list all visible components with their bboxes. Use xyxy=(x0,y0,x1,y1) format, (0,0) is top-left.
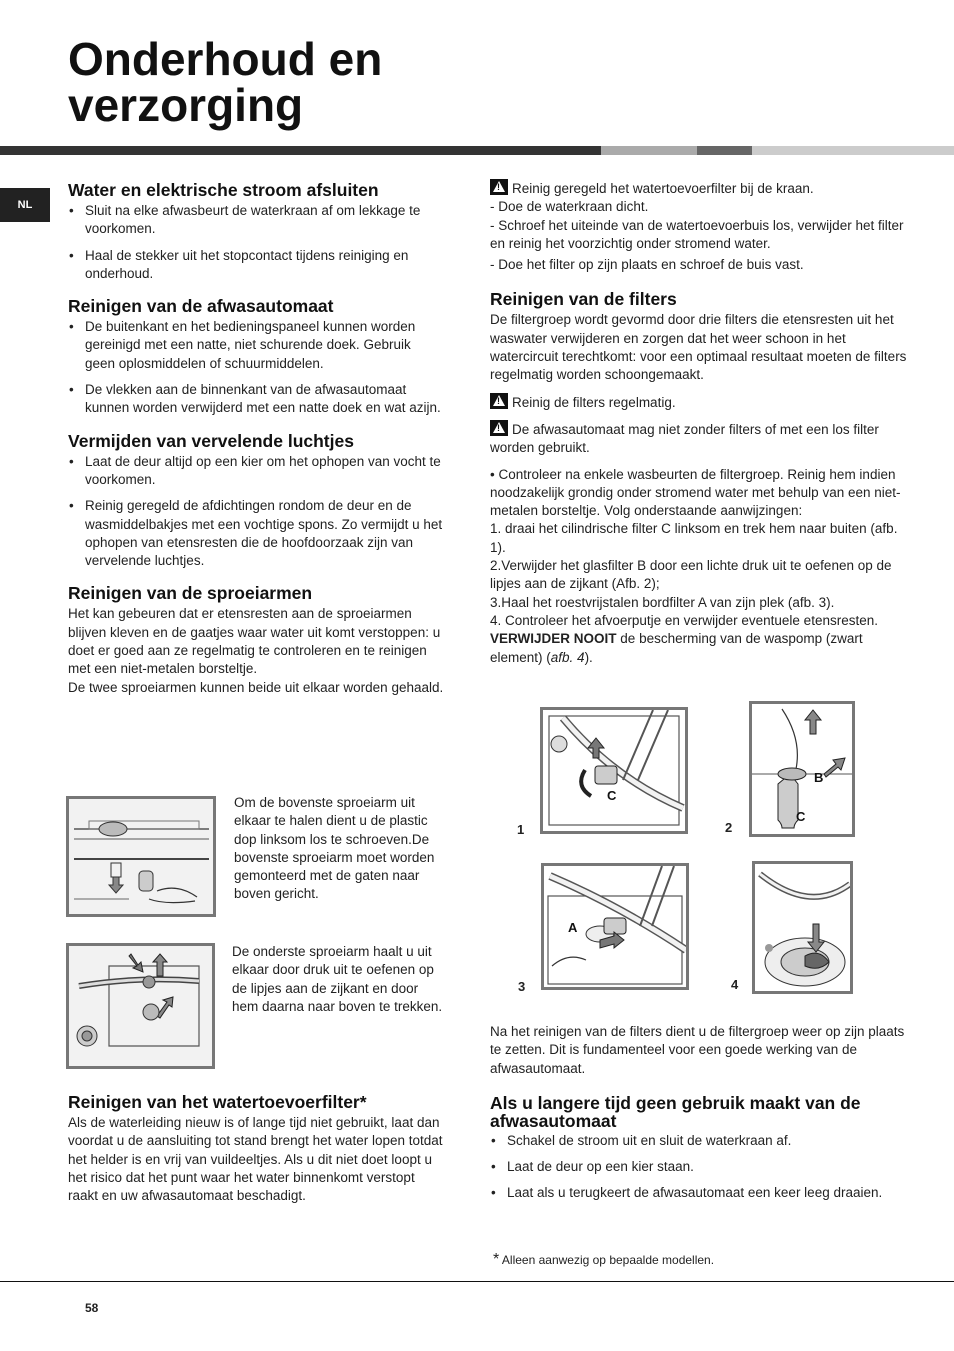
heading-sproeiarmen: Reinigen van de sproeiarmen xyxy=(68,583,313,604)
language-tab: NL xyxy=(0,188,50,222)
list-item: • De vlekken aan de binnenkant van de afwasautomaat kunnen worden verwijderd met een natte doek en wat azijn. xyxy=(68,381,444,418)
heading-watertoevoerfilter: Reinigen van het watertoevoerfilter* xyxy=(68,1092,367,1112)
step-text: 1. draai het cilindrische filter C linksom en trek hem naar buiten (afb. 1). xyxy=(490,521,898,555)
figure-number-3: 3 xyxy=(518,979,526,994)
heading-filters: Reinigen van de filters xyxy=(490,289,677,310)
left-column xyxy=(68,180,444,697)
paragraph: De filtergroep wordt gevormd door drie filters die etensresten uit het waswater verwijderen en zorgen dat het weer schoon in het watercircuit terechtkomt: voor een optimaal resultaat moeten de filters regelmatig worden schoongemaakt. xyxy=(490,312,907,383)
warning-icon xyxy=(490,393,508,409)
lower-spray-arm-text: De onderste sproeiarm haalt u uit elkaar door druk uit te oefenen op de lipjes aan de zijkant en door hem daarna naar boven te trekken. xyxy=(232,944,443,1014)
filter-figure-3 xyxy=(541,863,689,990)
header-bar-dark2 xyxy=(697,146,752,155)
right-column-bottom xyxy=(490,1023,910,1211)
title-line-1: Onderhoud en xyxy=(68,33,383,85)
title-line-2: verzorging xyxy=(68,79,304,131)
filter-figure-1 xyxy=(540,707,688,834)
heading-afwezigheid: Als u langere tijd geen gebruik maakt van de afwasautomaat xyxy=(490,1092,861,1131)
paragraph: De twee sproeiarmen kunnen beide uit elkaar worden gehaald. xyxy=(68,679,444,695)
filter-illustration-3 xyxy=(544,866,686,987)
list-item: • Laat de deur op een kier staan. xyxy=(490,1158,910,1176)
paragraph: Na het reinigen van de filters dient u de filtergroep weer op zijn plaats te zetten. Dit is fundamenteel voor een goede werking van de afwasautomaat. xyxy=(490,1024,905,1076)
list-item: • Sluit na elke afwasbeurt de waterkraan af om lekkage te voorkomen. xyxy=(68,202,444,239)
footnote-text: Alleen aanwezig op bepaalde modellen. xyxy=(501,1253,715,1267)
step-text: - Doe het filter op zijn plaats en schroef de buis vast. xyxy=(490,257,804,273)
page-number: 58 xyxy=(85,1301,99,1315)
step-text: - Schroef het uiteinde van de watertoevoerbuis los, verwijder het filter en reinig het voorzichtig onder stromend water. xyxy=(490,217,904,251)
lower-spray-arm-illustration xyxy=(69,946,212,1066)
figure-number-1: 1 xyxy=(517,822,525,837)
step-text xyxy=(490,612,910,667)
step4-text: ). xyxy=(584,649,593,665)
label-c: C xyxy=(607,788,617,803)
paragraph: Het kan gebeuren dat er etensresten aan de sproeiarmen blijven kleven en de gaatjes waar water uit komt verstoppen: u doet er goed aan ze regelmatig te controleren en te reinigen met een niet-metalen borsteltje. xyxy=(68,606,441,677)
upper-spray-arm-text: Om de bovenste sproeiarm uit elkaar te halen dient u de plastic dop linksom los te schroeven.De bovenste sproeiarm moet worden gemonteerd met de gaten naar boven gericht. xyxy=(234,795,435,902)
step4-text: 4. Controleer het afvoerputje en verwijder eventuele etensresten. xyxy=(490,612,878,628)
filter-illustration-1 xyxy=(543,710,685,831)
list-item: • Haal de stekker uit het stopcontact tijdens reiniging en onderhoud. xyxy=(68,247,444,284)
heading-water-stroom: Water en elektrische stroom afsluiten xyxy=(68,180,379,200)
step-text: 3.Haal het roestvrijstalen bordfilter A van zijn plek (afb. 3). xyxy=(490,594,835,610)
heading-reinigen-afwasautomaat: Reinigen van de afwasautomaat xyxy=(68,296,334,317)
list-item: • Laat de deur altijd op een kier om het ophopen van vocht te voorkomen. xyxy=(68,453,444,490)
step4-text: de bescherming van de waspomp (zwart element) ( xyxy=(490,631,863,665)
step-text: 2.Verwijder het glasfilter B door een lichte druk uit te oefenen op de lipjes aan de zijkant (Afb. 2); xyxy=(490,558,892,592)
list-item: • Schakel de stroom uit en sluit de waterkraan af. xyxy=(490,1132,910,1150)
paragraph: Als de waterleiding nieuw is of lange tijd niet gebruikt, laat dan voordat u de aansluiting tot stand brengt het water lopen totdat het helder is en vrij van vuildeeltjes. Als u dit niet doet loopt u het risico dat het punt waar het water binnenkomt verstopt raakt en uw afwasautomaat beschadigt. xyxy=(68,1115,443,1204)
warning-icon xyxy=(490,179,508,195)
header-bar-mid xyxy=(601,146,697,155)
paragraph: • Controleer na enkele wasbeurten de filtergroep. Reinig hem indien noodzakelijk grondig onder stromend water met behulp van een niet-metalen borsteltje. Volg onderstaande aanwijzingen: xyxy=(490,466,901,519)
filter-illustration-2 xyxy=(752,704,852,834)
page-title xyxy=(68,33,383,131)
step4-warning: VERWIJDER NOOIT xyxy=(490,631,617,647)
filter-illustration-4 xyxy=(755,864,850,991)
lower-spray-arm-figure xyxy=(66,943,215,1069)
label-a: A xyxy=(568,920,578,935)
warning-text: Reinig geregeld het watertoevoerfilter bij de kraan. xyxy=(512,181,814,196)
warning-text: Reinig de filters regelmatig. xyxy=(512,394,676,410)
figure-number-2: 2 xyxy=(725,820,733,835)
label-c-2: C xyxy=(796,809,806,824)
footer-divider xyxy=(0,1281,954,1282)
step-text: - Doe de waterkraan dicht. xyxy=(490,199,649,215)
heading-luchtjes: Vermijden van vervelende luchtjes xyxy=(68,430,354,451)
footnote-mark: * xyxy=(493,1251,500,1268)
filter-figure-2 xyxy=(749,701,855,837)
step4-figref: afb. 4 xyxy=(550,649,585,665)
filter-figure-4 xyxy=(752,861,853,994)
list-item: • Laat als u terugkeert de afwasautomaat een keer leeg draaien. xyxy=(490,1184,910,1202)
warning-icon xyxy=(490,420,508,436)
right-column xyxy=(490,179,910,667)
warning-note xyxy=(490,393,910,412)
list-item: • De buitenkant en het bedieningspaneel kunnen worden gereinigd met een natte, niet schurende doek. Gebruik geen oplosmiddelen of schuurmiddelen. xyxy=(68,318,444,373)
list-item: • Reinig geregeld de afdichtingen rondom de deur en de wasmiddelbakjes met een vochtige spons. Zo vermijdt u het ophopen van etensresten die de hoofdoorzaak zijn van vervelende luchtjes. xyxy=(68,497,444,570)
label-b: B xyxy=(814,770,824,785)
header-bar-light xyxy=(752,146,954,155)
warning-note xyxy=(490,179,910,198)
upper-spray-arm-figure xyxy=(66,796,216,917)
header-bar-dark xyxy=(0,146,601,155)
footnote xyxy=(493,1251,714,1269)
upper-spray-arm-illustration xyxy=(69,799,213,914)
warning-note xyxy=(490,420,910,458)
figure-number-4: 4 xyxy=(731,977,739,992)
warning-text: De afwasautomaat mag niet zonder filters of met een los filter worden gebruikt. xyxy=(490,421,879,456)
watertoevoer-section xyxy=(68,1092,444,1205)
